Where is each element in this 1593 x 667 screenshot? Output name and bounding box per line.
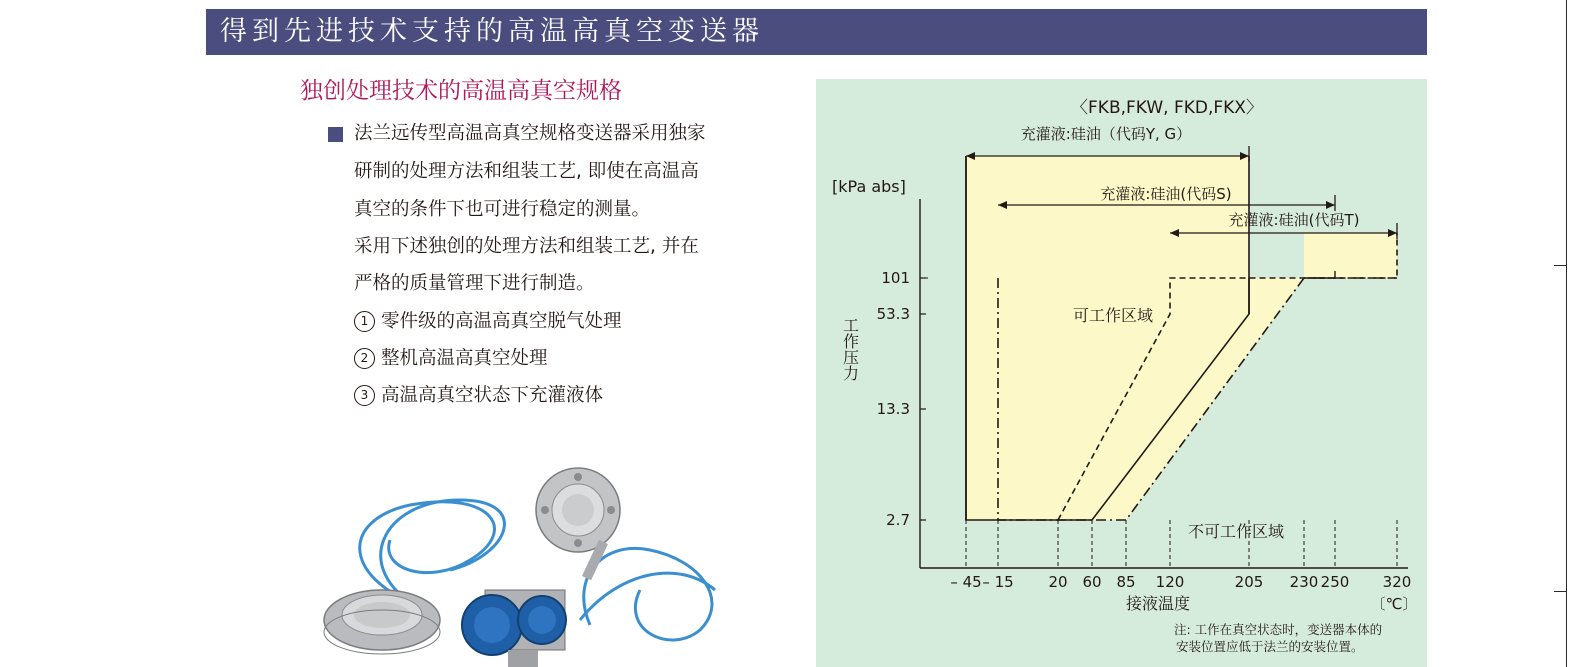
paragraph-line: 研制的处理方法和组装工艺, 即使在高温高: [354, 161, 699, 182]
x-tick-label: 205: [1234, 573, 1264, 591]
product-photo: [320, 460, 740, 667]
y-tick-label: 2.7: [886, 511, 910, 529]
chart-title: 〈FKB,FKW, FKD,FKX〉: [1071, 98, 1263, 118]
note-line: 注: 工作在真空状态时，变送器本体的: [1174, 622, 1383, 637]
step-text: 高温高真空状态下充灌液体: [381, 385, 604, 406]
step-item: [354, 380, 603, 412]
inoperable-region-label: 不可工作区域: [1187, 522, 1285, 541]
step-text: 整机高温高真空处理: [381, 348, 548, 369]
y-axis-title: 工作压力: [840, 317, 860, 381]
transmitter-body-icon: [462, 590, 566, 667]
y-tick-label: 53.3: [876, 305, 910, 323]
paragraph-line: 法兰远传型高温高真空规格变送器采用独家: [354, 123, 706, 144]
section-heading: 独创处理技术的高温高真空规格: [300, 78, 622, 104]
step-item: [354, 343, 548, 375]
step-number-icon: 1: [354, 311, 375, 332]
paragraph-line: 严格的质量管理下进行制造。: [354, 273, 595, 294]
chart-panel: [816, 79, 1427, 667]
x-tick-label: 120: [1155, 573, 1185, 591]
flange-disc-right-icon: [536, 468, 620, 580]
y-unit-label: [kPa abs]: [832, 177, 906, 196]
step-item: [354, 306, 622, 338]
y-tick-label: 13.3: [876, 400, 910, 418]
step-number-icon: 3: [354, 385, 375, 406]
step-text: 零件级的高温高真空脱气处理: [381, 311, 622, 332]
range-label-s: 充灌液:硅油(代码S): [1100, 185, 1232, 203]
operating-range-chart: [816, 79, 1427, 667]
range-label-y-g: 充灌液:硅油（代码Y, G）: [1020, 125, 1192, 143]
page-edge-rule: [1566, 0, 1567, 667]
x-axis-title: 接液温度: [1125, 594, 1191, 613]
title-banner: [206, 9, 1427, 55]
arrowhead-right-icon: [1326, 201, 1335, 209]
y-tick-label: 101: [881, 269, 910, 287]
x-tick-label: 230: [1289, 573, 1319, 591]
x-tick-label: 250: [1320, 573, 1350, 591]
page-edge-tick: [1554, 591, 1566, 592]
x-tick-label: 85: [1116, 573, 1136, 591]
operable-region-label: 可工作区域: [1072, 306, 1154, 325]
bullet-square-icon: [328, 127, 343, 142]
x-tick-label: 20: [1048, 573, 1068, 591]
flange-disc-left-icon: [324, 590, 440, 654]
x-tick-label: 320: [1382, 573, 1412, 591]
x-tick-label: 60: [1082, 573, 1102, 591]
range-label-t: 充灌液:硅油(代码T): [1228, 211, 1360, 229]
step-number-icon: 2: [354, 348, 375, 369]
note-line: 安装位置应低于法兰的安装位置。: [1176, 639, 1364, 654]
paragraph-line: 真空的条件下也可进行稳定的测量。: [354, 199, 651, 220]
x-unit-label: 〔℃〕: [1370, 595, 1418, 613]
paragraph-line: 采用下述独创的处理方法和组装工艺, 并在: [354, 236, 699, 257]
x-tick-label: – 45: [950, 573, 982, 591]
x-tick-label: – 15: [982, 573, 1014, 591]
page-title: 得到先进技术支持的高温高真空变送器: [220, 16, 764, 47]
page-edge-tick: [1554, 265, 1566, 266]
